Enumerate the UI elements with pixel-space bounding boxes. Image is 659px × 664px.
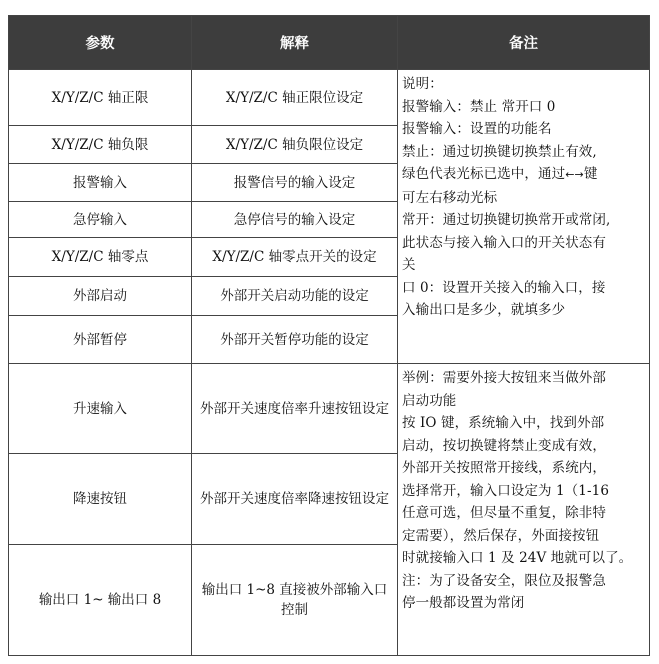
header-note: 备注 bbox=[398, 16, 650, 70]
explain-cell: X/Y/Z/C 轴正限位设定 bbox=[192, 70, 398, 126]
note-line: 举例：需要外接大按钮来当做外部 bbox=[402, 370, 606, 386]
param-cell: X/Y/Z/C 轴零点 bbox=[9, 238, 192, 277]
table-header-row bbox=[9, 16, 650, 70]
note-line: 口 0：设置开关接入的输入口，接 bbox=[402, 279, 606, 296]
header-param: 参数 bbox=[9, 16, 192, 70]
explain-cell: X/Y/Z/C 轴零点开关的设定 bbox=[192, 238, 398, 277]
param-cell: 外部暂停 bbox=[9, 316, 192, 364]
note-text: 键 bbox=[583, 166, 598, 182]
note-line: 报警输入：设置的功能名 bbox=[402, 121, 552, 137]
note-line: 外部开关按照常开接线，系统内， bbox=[402, 460, 606, 476]
note-line: 定需要），然后保存，外面接按钮 bbox=[402, 527, 600, 544]
param-cell: 升速输入 bbox=[9, 364, 192, 454]
header-explain: 解释 bbox=[192, 16, 398, 70]
left-right-arrow-icon: ←→ bbox=[565, 168, 584, 181]
param-cell: X/Y/Z/C 轴负限 bbox=[9, 126, 192, 164]
explain-cell: 外部开关暂停功能的设定 bbox=[192, 316, 398, 364]
note-line: 按 IO 键，系统输入中，找到外部 bbox=[402, 415, 605, 431]
table-row bbox=[9, 364, 650, 454]
note-line: 报警输入：禁止 常开口 0 bbox=[402, 98, 556, 115]
param-cell: 降速按钮 bbox=[9, 454, 192, 545]
note-cell-1 bbox=[398, 70, 650, 364]
note-line: 常开：通过切换键切换常开或常闭, bbox=[402, 212, 611, 228]
note-line: 入输出口是多少，就填多少 bbox=[402, 302, 566, 318]
note-line bbox=[402, 163, 647, 187]
note-line: 任意可选，但尽量不重复，除非特 bbox=[402, 505, 606, 521]
param-cell: 急停输入 bbox=[9, 202, 192, 238]
table-row bbox=[9, 70, 650, 126]
note-line: 说明： bbox=[402, 76, 443, 92]
explain-cell: 急停信号的输入设定 bbox=[192, 202, 398, 238]
explain-cell: 外部开关速度倍率升速按钮设定 bbox=[192, 364, 398, 454]
explain-cell: 报警信号的输入设定 bbox=[192, 164, 398, 202]
explain-cell: X/Y/Z/C 轴负限位设定 bbox=[192, 126, 398, 164]
parameter-table bbox=[8, 15, 650, 656]
explain-cell: 外部开关速度倍率降速按钮设定 bbox=[192, 454, 398, 545]
note-text: 绿色代表光标已选中，通过 bbox=[402, 166, 566, 182]
note-line: 启动功能 bbox=[402, 392, 457, 409]
note-line: 停一般都设置为常闭 bbox=[402, 595, 525, 611]
param-cell: 报警输入 bbox=[9, 164, 192, 202]
param-cell: 外部启动 bbox=[9, 277, 192, 316]
explain-cell: 外部开关启动功能的设定 bbox=[192, 277, 398, 316]
param-cell: X/Y/Z/C 轴正限 bbox=[9, 70, 192, 126]
note-line: 选择常开，输入口设定为 1（1-16 bbox=[402, 482, 610, 499]
note-cell-2 bbox=[398, 364, 650, 656]
note-line: 此状态与接入输入口的开关状态有 bbox=[402, 234, 606, 251]
note-line: 启动，按切换键将禁止变成有效， bbox=[402, 437, 606, 454]
note-line: 禁止：通过切换键切换禁止有效, bbox=[402, 143, 597, 160]
note-line: 时就接输入口 1 及 24V 地就可以了。 bbox=[402, 550, 633, 566]
note-line: 注：为了设备安全，限位及报警急 bbox=[402, 572, 606, 589]
explain-cell: 输出口 1~8 直接被外部输入口控制 bbox=[192, 545, 398, 656]
note-line: 可左右移动光标 bbox=[402, 189, 498, 206]
note-line: 关 bbox=[402, 257, 416, 273]
param-cell: 输出口 1~ 输出口 8 bbox=[9, 545, 192, 656]
